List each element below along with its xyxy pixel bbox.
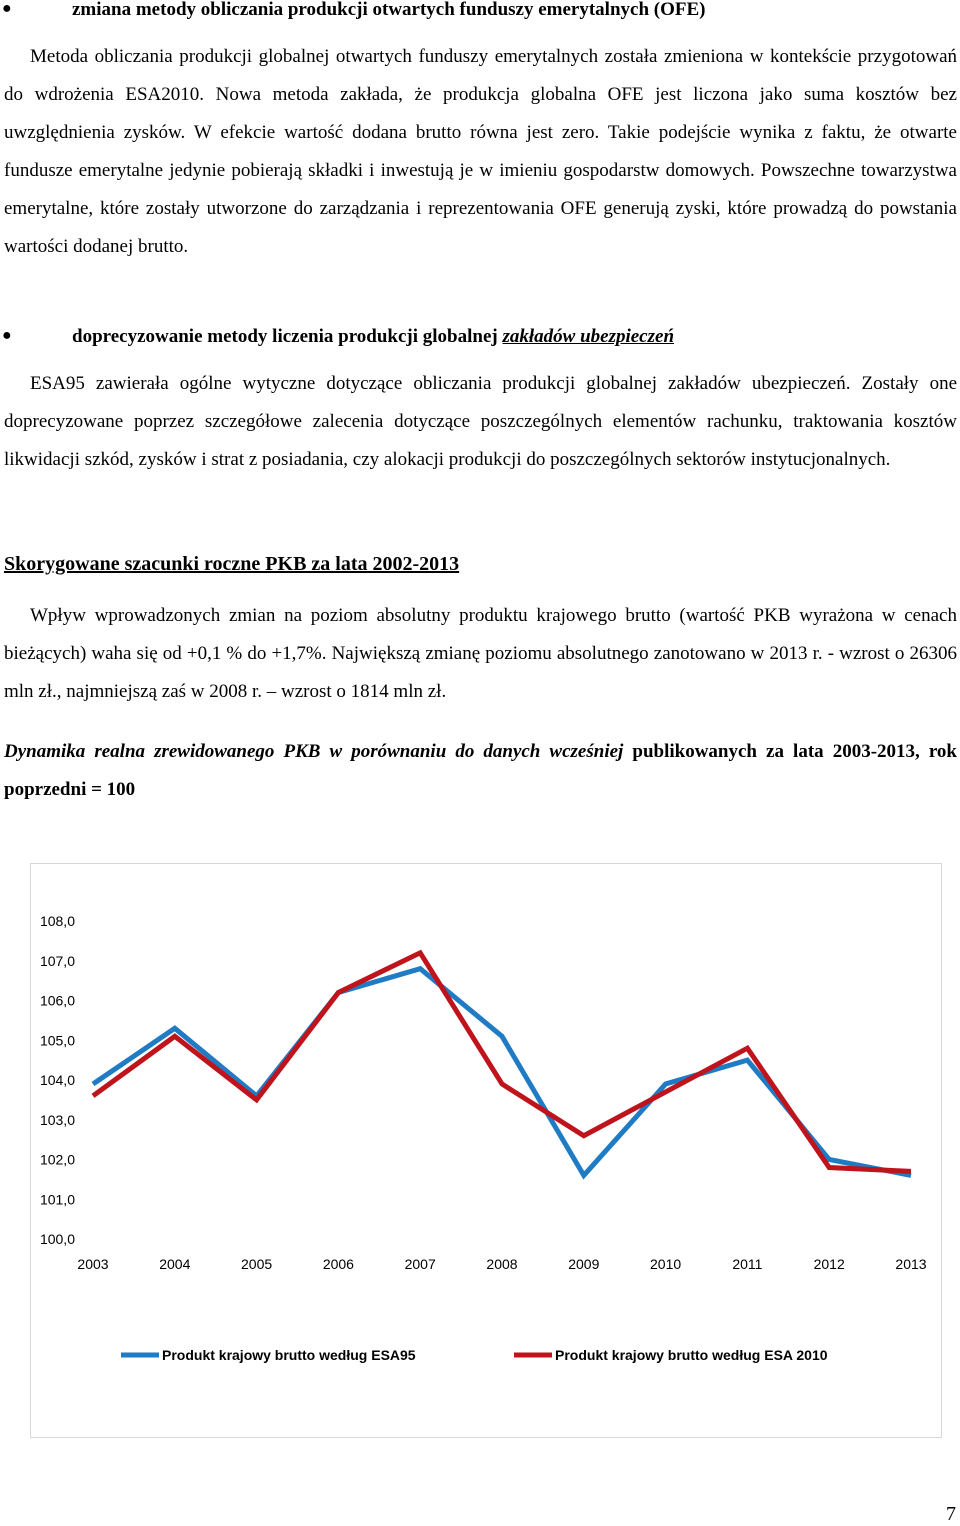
x-tick-label: 2006 <box>322 1256 354 1272</box>
section-title-ofe: zmiana metody obliczania produkcji otwartych funduszy emerytalnych (OFE) <box>72 0 706 20</box>
section-title-insurance-italic: zakładów ubezpieczeń <box>502 326 675 347</box>
x-tick-label: 2009 <box>568 1256 600 1272</box>
x-tick-label: 2007 <box>404 1256 436 1272</box>
paragraph-pkb: Wpływ wprowadzonych zmian na poziom absolutny produktu krajowego brutto (wartość PKB wyrażona w cenach bieżących) waha się od +0,1 % do +1,7%. Największą zmianę poziomu absolutnego zanotowano w 2013 r. - wzrost o 26306 mln zł., najmniejszą zaś w 2008 r. – wzrost o 1814 mln zł. <box>4 605 957 702</box>
x-tick-label: 2010 <box>650 1256 682 1272</box>
y-tick-label: 108,0 <box>39 913 75 929</box>
line-chart <box>31 864 941 1437</box>
section-title-insurance <box>72 326 674 348</box>
chart-area <box>30 863 942 1438</box>
series-line-esa95 <box>93 969 911 1176</box>
chart-caption-plain: publikowanych za lata 2003-2013, rok poprzedni = 100 <box>4 741 958 800</box>
y-tick-label: 105,0 <box>39 1032 75 1049</box>
paragraph-insurance: ESA95 zawierała ogólne wytyczne dotyczące obliczania produkcji globalnej zakładów ubezpieczeń. Zostały one doprecyzowane poprzez szczegółowe zalecenia dotyczące poszczególnych elementów rachunku, traktowania kosztów likwidacji szkód, zysków i strat z posiadania, czy alokacji produkcji do poszczególnych sektorów instytucjonalnych. <box>4 373 957 470</box>
legend-label: Produkt krajowy brutto według ESA95 <box>162 1347 416 1363</box>
y-tick-label: 107,0 <box>39 952 75 969</box>
section-title-insurance-plain: doprecyzowanie metody liczenia produkcji globalnej <box>72 326 503 347</box>
paragraph-ofe: Metoda obliczania produkcji globalnej otwartych funduszy emerytalnych została zmieniona w kontekście przygotowań do wdrożenia ESA2010. Nowa metoda zakłada, że produkcja globalna OFE jest liczona jako suma kosztów bez uwzględnienia zysków. W efekcie wartość dodana brutto równa jest zero. Takie podejście wynika z faktu, że otwarte fundusze emerytalne jedynie pobierają składki i inwestują je w imieniu gospodarstw domowych. Powszechne towarzystwa emerytalne, które zostały utworzone do zarządzania i reprezentowania OFE generują zyski, które prowadzą do powstania wartości dodanej brutto. <box>4 46 957 257</box>
x-tick-label: 2011 <box>732 1256 763 1272</box>
bullet-marker: ● <box>2 0 12 17</box>
chart-caption <box>4 733 957 809</box>
bullet-marker: ● <box>2 327 12 344</box>
chart-caption-italic: Dynamika realna zrewidowanego PKB w porównaniu do danych wcześniej <box>4 741 624 762</box>
y-tick-label: 100,0 <box>39 1231 75 1247</box>
section-heading: Skorygowane szacunki roczne PKB za lata 2002-2013 <box>4 553 460 575</box>
x-tick-label: 2013 <box>895 1256 927 1272</box>
x-tick-label: 2003 <box>77 1256 109 1272</box>
y-tick-label: 101,0 <box>39 1191 75 1208</box>
x-tick-label: 2004 <box>159 1256 191 1272</box>
x-tick-label: 2008 <box>486 1256 518 1272</box>
legend-label: Produkt krajowy brutto według ESA 2010 <box>555 1347 828 1363</box>
y-tick-label: 103,0 <box>39 1111 75 1128</box>
y-tick-label: 104,0 <box>39 1072 75 1088</box>
y-tick-label: 102,0 <box>39 1151 75 1168</box>
page-number: 7 <box>946 1503 956 1525</box>
y-tick-label: 106,0 <box>39 992 75 1009</box>
x-tick-label: 2005 <box>241 1256 273 1272</box>
x-tick-label: 2012 <box>813 1256 845 1272</box>
